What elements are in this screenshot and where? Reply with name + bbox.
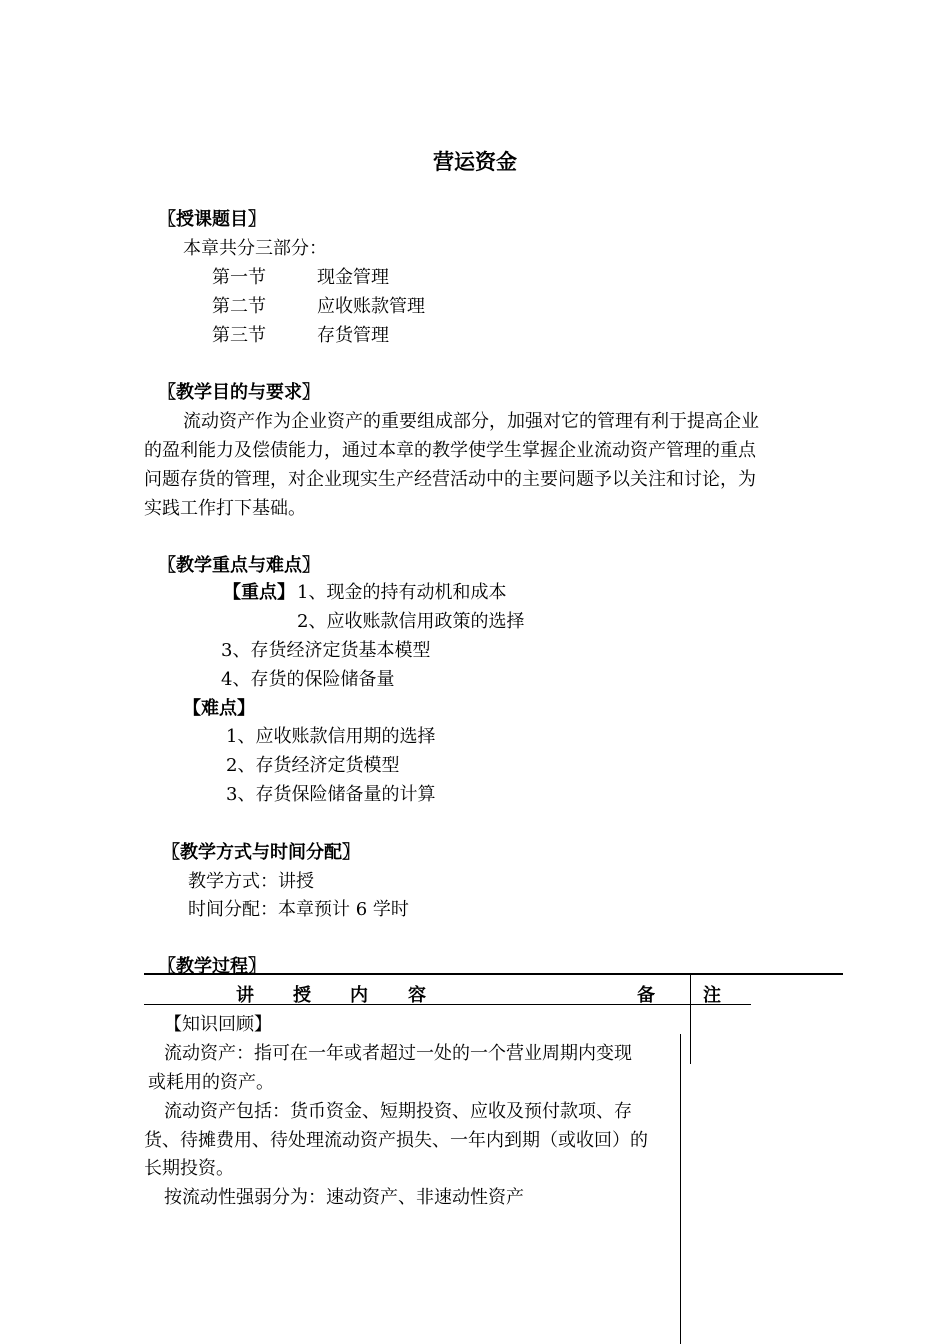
key-item: 2、应收账款信用政策的选择 <box>297 611 525 632</box>
section-name: 现金管理 <box>317 267 389 288</box>
key-item: 3、存货经济定货基本模型 <box>221 640 431 661</box>
section-name: 存货管理 <box>317 325 389 346</box>
process-heading: 〖教学过程〗 <box>158 956 266 977</box>
table-header-rule <box>144 1004 751 1005</box>
column-header-char: 容 <box>408 985 426 1006</box>
goals-heading: 〖教学目的与要求〗 <box>158 382 320 403</box>
topic-heading: 〖授课题目〗 <box>158 209 266 230</box>
section-name: 应收账款管理 <box>317 296 425 317</box>
key-points-heading: 〖教学重点与难点〗 <box>158 555 320 576</box>
section-number: 第二节 <box>212 296 266 317</box>
goals-paragraph-line: 问题存货的管理，对企业现实生产经营活动中的主要问题予以关注和讨论，为 <box>144 469 756 490</box>
notes-column-divider <box>680 1034 681 1344</box>
table-top-rule <box>144 973 843 975</box>
content-line: 流动资产：指可在一年或者超过一处的一个营业周期内变现 <box>164 1043 632 1064</box>
key-item: 1、现金的持有动机和成本 <box>297 582 507 603</box>
content-line: 货、待摊费用、待处理流动资产损失、一年内到期（或收回）的 <box>144 1130 648 1151</box>
difficult-item: 2、存货经济定货模型 <box>226 755 400 776</box>
method-line: 教学方式：讲授 <box>188 871 314 892</box>
goals-paragraph-line: 的盈利能力及偿债能力，通过本章的教学使学生掌握企业流动资产管理的重点 <box>144 440 756 461</box>
content-line: 按流动性强弱分为：速动资产、非速动性资产 <box>164 1187 524 1208</box>
column-header-char: 备 <box>637 985 655 1006</box>
goals-paragraph-line: 流动资产作为企业资产的重要组成部分，加强对它的管理有利于提高企业 <box>183 411 759 432</box>
key-label: 【重点】 <box>223 582 295 603</box>
notes-column-divider-upper <box>690 974 691 1064</box>
difficult-item: 1、应收账款信用期的选择 <box>226 726 436 747</box>
column-header-char: 内 <box>350 985 368 1006</box>
page-title: 营运资金 <box>433 149 517 174</box>
knowledge-review-label: 【知识回顾】 <box>164 1014 272 1035</box>
column-header-char: 注 <box>703 985 721 1006</box>
column-header-char: 授 <box>293 985 311 1006</box>
section-number: 第三节 <box>212 325 266 346</box>
time-allocation-line: 时间分配：本章预计 6 学时 <box>188 899 409 920</box>
goals-paragraph-line: 实践工作打下基础。 <box>144 498 306 519</box>
section-number: 第一节 <box>212 267 266 288</box>
difficult-item: 3、存货保险储备量的计算 <box>226 784 436 805</box>
method-heading: 〖教学方式与时间分配〗 <box>162 842 360 863</box>
content-line: 流动资产包括：货币资金、短期投资、应收及预付款项、存 <box>164 1101 632 1122</box>
content-line: 长期投资。 <box>144 1158 234 1179</box>
topic-intro: 本章共分三部分： <box>183 238 327 259</box>
content-line: 或耗用的资产。 <box>148 1072 274 1093</box>
difficult-label: 【难点】 <box>183 698 255 719</box>
key-item: 4、存货的保险储备量 <box>221 669 395 690</box>
column-header-char: 讲 <box>236 985 254 1006</box>
